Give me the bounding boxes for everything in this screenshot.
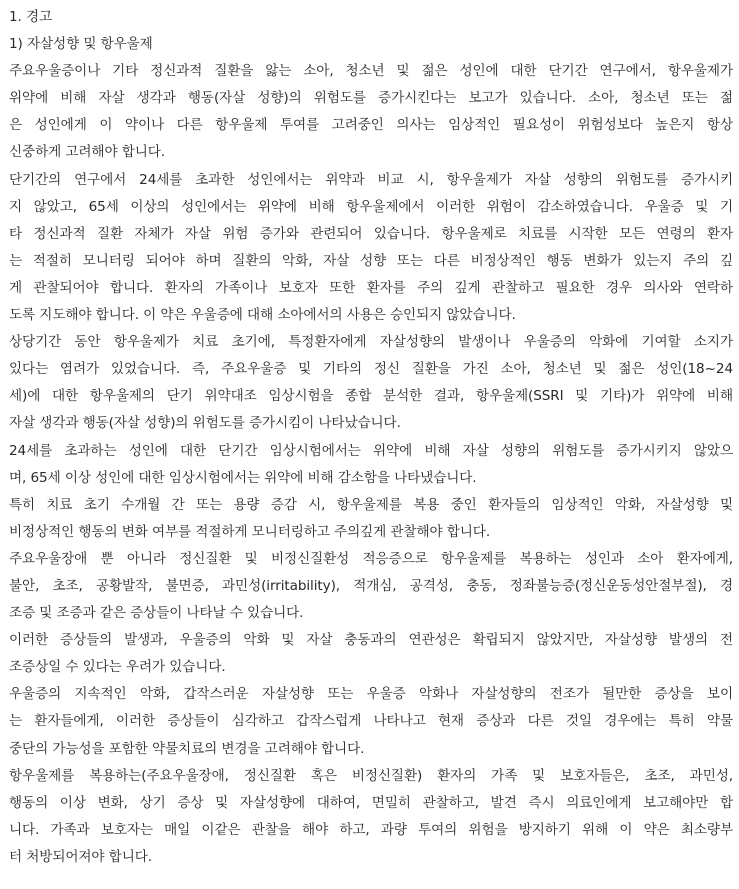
text-line: 항우울제를 복용하는(주요우울장애, 정신질환 혹은 비정신질환) 환자의 가족 및 보호자들은, 초조, 과민성, xyxy=(9,767,733,784)
text-line: 자살 생각과 행동(자살 성향)의 위험도를 증가시킴이 나타났습니다. xyxy=(9,415,401,432)
text-line: 신중하게 고려해야 합니다. xyxy=(9,144,166,161)
text-line: 은 성인에게 이 약이나 다른 항우울제 투여를 고려중인 의사는 임상적인 필요성이 위험성보다 높은지 항상 xyxy=(9,117,733,134)
text-line: 중단의 가능성을 포함한 약물치료의 변경을 고려해야 합니다. xyxy=(9,740,365,757)
text-line: 행동의 이상 변화, 상기 증상 및 자살성향에 대하여, 면밀히 관찰하고, 발견 즉시 의료인에게 보고해야만 합 xyxy=(9,794,733,811)
text-line: 상당기간 동안 항우울제가 치료 초기에, 특정환자에게 자살성향의 발생이나 우울증의 악화에 기여할 소지가 xyxy=(9,334,733,351)
text-line: 이러한 증상들의 발생과, 우울증의 악화 및 자살 충동과의 연관성은 확립되지 않았지만, 자살성향 발생의 전 xyxy=(9,632,733,649)
text-line: 는 환자들에게, 이러한 증상들이 심각하고 갑작스럽게 나타나고 현재 증상과 다른 것일 경우에는 특히 약물 xyxy=(9,713,733,730)
text-line: 단기간의 연구에서 24세를 초과한 성인에서는 위약과 비교 시, 항우울제가 자살 성향의 위험도를 증가시키 xyxy=(9,171,733,188)
text-line: 불안, 초조, 공황발작, 불면증, 과민성(irritability), 적개심, 공격성, 충동, 정좌불능증(정신운동성안절부절), 경 xyxy=(9,577,733,594)
text-line: 특히 치료 초기 수개월 간 또는 용량 증감 시, 항우울제를 복용 중인 환자들의 임상적인 악화, 자살성향 및 xyxy=(9,496,733,513)
text-line: 타 정신과적 질환 자체가 자살 위험 증가와 관련되어 있습니다. 항우울제로 치료를 시작한 모든 연령의 환자 xyxy=(9,225,733,242)
text-line: 우울증의 지속적인 악화, 갑작스러운 자살성향 또는 우울증 악화나 자살성향의 전조가 될만한 증상을 보이 xyxy=(9,686,733,703)
text-line: 지 않았고, 65세 이상의 성인에서는 위약에 비해 항우울제에서 이러한 위험이 감소하였습니다. 우울증 및 기 xyxy=(9,198,733,215)
text-line: 게 관찰되어야 합니다. 환자의 가족이나 보호자 또한 환자를 주의 깊게 관찰하고 필요한 경우 의사와 연락하 xyxy=(9,279,733,296)
section-heading: 1. 경고 xyxy=(9,9,53,25)
text-line: 도록 지도해야 합니다. 이 약은 우울증에 대해 소아에서의 사용은 승인되지 않았습니다. xyxy=(9,307,516,324)
subsection-heading: 1) 자살성향 및 항우울제 xyxy=(9,36,153,53)
text-line: 주요우울증이나 기타 정신과적 질환을 앓는 소아, 청소년 및 젊은 성인에 대한 단기간 연구에서, 항우울제가 xyxy=(9,63,733,80)
text-line: 조증상일 수 있다는 우려가 있습니다. xyxy=(9,659,226,676)
text-line: 위약에 비해 자살 생각과 행동(자살 성향)의 위험도를 증가시킨다는 보고가 있습니다. 소아, 청소년 또는 젊 xyxy=(9,90,733,107)
text-line: 24세를 초과하는 성인에 대한 단기간 임상시험에서는 위약에 비해 자살 성향의 위험도를 증가시키지 않았으 xyxy=(9,442,733,459)
text-line: 세)에 대한 항우울제의 단기 위약대조 임상시험을 종합 분석한 결과, 항우울제(SSRI 및 기타)가 위약에 비해 xyxy=(9,388,733,405)
text-line: 니다. 가족과 보호자는 매일 이같은 관찰을 해야 하고, 과량 투여의 위험을 방지하기 위해 이 약은 최소량부 xyxy=(9,821,733,838)
text-line: 며, 65세 이상 성인에 대한 임상시험에서는 위약에 비해 감소함을 나타냈습니다. xyxy=(9,469,477,486)
text-line: 있다는 염려가 있었습니다. 즉, 주요우울증 및 기타의 정신 질환을 가진 소아, 청소년 및 젊은 성인(18~24 xyxy=(9,361,733,378)
text-line: 주요우울장애 뿐 아니라 정신질환 및 비정신질환성 적응증으로 항우울제를 복용하는 성인과 소아 환자에게, xyxy=(9,550,733,567)
text-line: 조증 및 조증과 같은 증상들이 나타날 수 있습니다. xyxy=(9,605,304,622)
text-line: 는 적절히 모니터링 되어야 하며 질환의 악화, 자살 성향 또는 다른 비정상적인 행동 변화가 있는지 주의 깊 xyxy=(9,252,733,269)
text-line: 비정상적인 행동의 변화 여부를 적절하게 모니터링하고 주의깊게 관찰해야 합니다. xyxy=(9,523,491,540)
text-line: 터 처방되어져야 합니다. xyxy=(9,848,152,865)
